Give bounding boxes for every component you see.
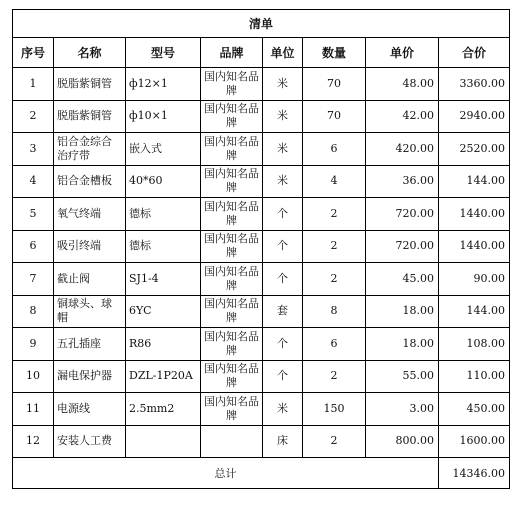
row-name: 五孔插座 <box>54 328 126 361</box>
row-unit: 米 <box>263 393 303 426</box>
row-brand: 国内知名品牌 <box>201 295 263 328</box>
row-index: 10 <box>13 360 54 393</box>
total-label: 总计 <box>13 458 439 489</box>
row-unit: 套 <box>263 295 303 328</box>
table-row <box>13 133 510 166</box>
row-unit: 米 <box>263 100 303 133</box>
table-row <box>13 360 510 393</box>
row-unit: 床 <box>263 425 303 458</box>
row-price: 36.00 <box>366 165 439 198</box>
header-model: 型号 <box>126 38 201 68</box>
row-model: 德标 <box>126 230 201 263</box>
row-model: 2.5mm2 <box>126 393 201 426</box>
row-price: 42.00 <box>366 100 439 133</box>
row-amount: 2520.00 <box>439 133 510 166</box>
header-price: 单价 <box>366 38 439 68</box>
row-qty: 2 <box>303 360 366 393</box>
row-index: 8 <box>13 295 54 328</box>
row-qty: 150 <box>303 393 366 426</box>
row-name: 铝合金综合治疗带 <box>54 133 126 166</box>
table-row <box>13 328 510 361</box>
row-name: 截止阀 <box>54 263 126 296</box>
row-price: 45.00 <box>366 263 439 296</box>
row-brand: 国内知名品牌 <box>201 198 263 231</box>
table-title: 清单 <box>13 10 510 38</box>
row-brand: 国内知名品牌 <box>201 165 263 198</box>
row-brand: 国内知名品牌 <box>201 328 263 361</box>
row-qty: 70 <box>303 68 366 101</box>
row-index: 3 <box>13 133 54 166</box>
row-unit: 个 <box>263 360 303 393</box>
row-amount: 144.00 <box>439 295 510 328</box>
table-row <box>13 100 510 133</box>
row-model: 嵌入式 <box>126 133 201 166</box>
row-index: 1 <box>13 68 54 101</box>
header-name: 名称 <box>54 38 126 68</box>
row-amount: 450.00 <box>439 393 510 426</box>
row-unit: 米 <box>263 165 303 198</box>
table-row <box>13 198 510 231</box>
row-index: 4 <box>13 165 54 198</box>
row-price: 18.00 <box>366 295 439 328</box>
row-model: ф10×1 <box>126 100 201 133</box>
row-amount: 1440.00 <box>439 230 510 263</box>
row-brand: 国内知名品牌 <box>201 393 263 426</box>
row-model: ф12×1 <box>126 68 201 101</box>
row-qty: 4 <box>303 165 366 198</box>
row-price: 18.00 <box>366 328 439 361</box>
header-brand: 品牌 <box>201 38 263 68</box>
header-index: 序号 <box>13 38 54 68</box>
row-qty: 2 <box>303 230 366 263</box>
row-price: 3.00 <box>366 393 439 426</box>
row-qty: 70 <box>303 100 366 133</box>
row-unit: 米 <box>263 133 303 166</box>
table-row <box>13 165 510 198</box>
table-row <box>13 393 510 426</box>
row-model: DZL-1P20A <box>126 360 201 393</box>
row-amount: 110.00 <box>439 360 510 393</box>
row-index: 12 <box>13 425 54 458</box>
row-amount: 1600.00 <box>439 425 510 458</box>
row-qty: 6 <box>303 133 366 166</box>
row-brand: 国内知名品牌 <box>201 263 263 296</box>
row-price: 48.00 <box>366 68 439 101</box>
row-unit: 个 <box>263 328 303 361</box>
row-name: 安装人工费 <box>54 425 126 458</box>
table-row <box>13 68 510 101</box>
row-unit: 个 <box>263 198 303 231</box>
row-model <box>126 425 201 458</box>
row-name: 铝合金槽板 <box>54 165 126 198</box>
row-index: 5 <box>13 198 54 231</box>
table-row <box>13 263 510 296</box>
row-model: 6YC <box>126 295 201 328</box>
row-model: SJ1-4 <box>126 263 201 296</box>
row-name: 漏电保护器 <box>54 360 126 393</box>
row-brand <box>201 425 263 458</box>
row-price: 420.00 <box>366 133 439 166</box>
row-amount: 108.00 <box>439 328 510 361</box>
total-amount: 14346.00 <box>439 458 510 489</box>
row-amount: 3360.00 <box>439 68 510 101</box>
row-name: 电源线 <box>54 393 126 426</box>
row-index: 9 <box>13 328 54 361</box>
row-unit: 个 <box>263 263 303 296</box>
row-index: 6 <box>13 230 54 263</box>
title-row <box>13 10 510 38</box>
row-price: 800.00 <box>366 425 439 458</box>
row-name: 脱脂紫铜管 <box>54 68 126 101</box>
header-row <box>13 38 510 68</box>
row-amount: 90.00 <box>439 263 510 296</box>
row-amount: 2940.00 <box>439 100 510 133</box>
total-row <box>13 458 510 489</box>
row-model: 德标 <box>126 198 201 231</box>
row-qty: 6 <box>303 328 366 361</box>
table-row <box>13 230 510 263</box>
row-model: 40*60 <box>126 165 201 198</box>
row-name: 氧气终端 <box>54 198 126 231</box>
row-name: 吸引终端 <box>54 230 126 263</box>
row-index: 11 <box>13 393 54 426</box>
header-unit: 单位 <box>263 38 303 68</box>
row-price: 720.00 <box>366 230 439 263</box>
row-qty: 8 <box>303 295 366 328</box>
bill-of-materials <box>12 9 509 489</box>
row-unit: 米 <box>263 68 303 101</box>
table-row <box>13 425 510 458</box>
row-price: 720.00 <box>366 198 439 231</box>
row-qty: 2 <box>303 263 366 296</box>
row-brand: 国内知名品牌 <box>201 100 263 133</box>
header-qty: 数量 <box>303 38 366 68</box>
row-brand: 国内知名品牌 <box>201 133 263 166</box>
row-amount: 1440.00 <box>439 198 510 231</box>
row-brand: 国内知名品牌 <box>201 360 263 393</box>
materials-table <box>12 9 510 489</box>
header-amount: 合价 <box>439 38 510 68</box>
row-name: 铜球头、球帽 <box>54 295 126 328</box>
row-qty: 2 <box>303 425 366 458</box>
row-model: R86 <box>126 328 201 361</box>
row-amount: 144.00 <box>439 165 510 198</box>
table-row <box>13 295 510 328</box>
row-unit: 个 <box>263 230 303 263</box>
row-price: 55.00 <box>366 360 439 393</box>
row-index: 2 <box>13 100 54 133</box>
row-brand: 国内知名品牌 <box>201 230 263 263</box>
row-brand: 国内知名品牌 <box>201 68 263 101</box>
row-qty: 2 <box>303 198 366 231</box>
row-name: 脱脂紫铜管 <box>54 100 126 133</box>
row-index: 7 <box>13 263 54 296</box>
